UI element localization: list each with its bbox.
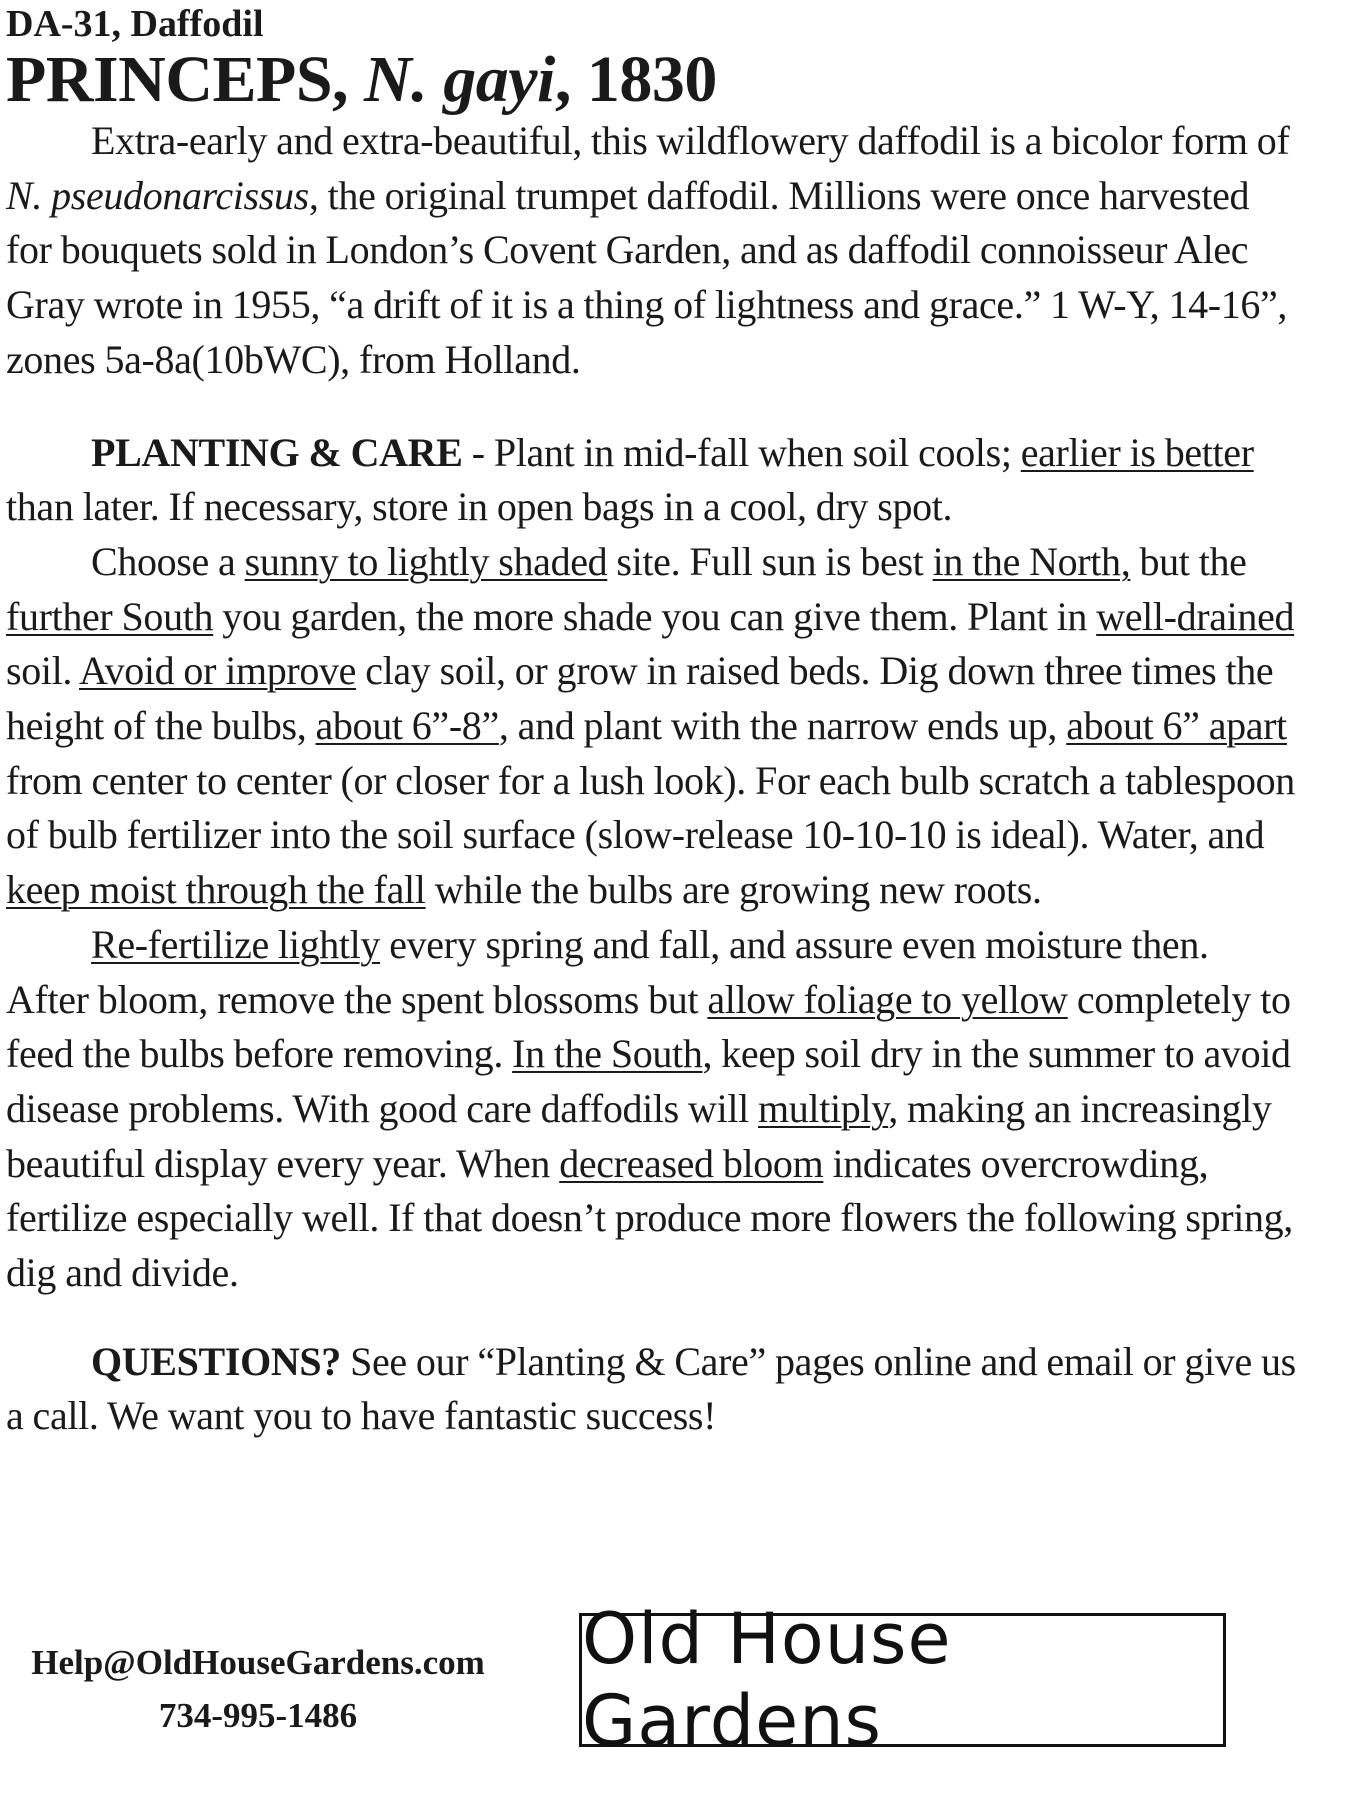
- site-text: clay soil, or grow in raised beds. Dig down three times the height of the bulbs,: [6, 648, 1274, 749]
- care-emphasis: In the South: [512, 1031, 703, 1077]
- company-logo: [579, 1598, 1226, 1762]
- site-text: site. Full sun is best: [607, 538, 933, 584]
- planting-paragraph: [6, 426, 1296, 535]
- site-emphasis: sunny to lightly shaded: [244, 538, 608, 584]
- planting-text: - Plant in mid-fall when soil cools;: [462, 429, 1021, 475]
- care-text: indicates overcrowding, fertilize especially well. If that doesn’t produce more flowers the following spring, dig and divide.: [6, 1140, 1293, 1296]
- care-emphasis: decreased bloom: [559, 1140, 824, 1186]
- site-emphasis: keep moist through the fall: [6, 867, 426, 913]
- care-emphasis: multiply: [758, 1085, 889, 1131]
- planting-text-2: than later. If necessary, store in open bags in a cool, dry spot.: [6, 484, 953, 530]
- contact-email[interactable]: Help@OldHouseGardens.com: [31, 1643, 485, 1682]
- site-text: Choose a: [91, 538, 245, 584]
- site-text: but the: [1130, 538, 1247, 584]
- species-name: N. gayi: [364, 43, 555, 116]
- care-paragraph: [6, 918, 1296, 1301]
- intro-paragraph: [6, 114, 1296, 388]
- site-emphasis: further South: [6, 593, 214, 639]
- site-emphasis: in the North,: [932, 538, 1131, 584]
- care-emphasis: allow foliage to yellow: [707, 976, 1068, 1022]
- introduction-year: , 1830: [554, 43, 717, 116]
- planting-heading: PLANTING & CARE: [91, 429, 463, 475]
- planting-emphasis: earlier is better: [1020, 429, 1254, 475]
- site-text: while the bulbs are growing new roots.: [425, 867, 1042, 913]
- site-emphasis: about 6”-8”: [315, 703, 499, 749]
- site-text: from center to center (or closer for a lush look). For each bulb scratch a tablespoon of bulb fertilizer into the soil surface (slow-release 10-10-10 is ideal). Water, and: [6, 757, 1295, 858]
- intro-text-2: , the original trumpet daffodil. Millions were once harvested for bouquets sold in London’s Covent Garden, and as daffodil connoisseur Alec Gray wrote in 1955, “a drift of it is a thing of lightness and grace.” 1 W-Y, 14-16”, zones 5a-8a(10bWC), from Holland.: [6, 172, 1288, 382]
- care-emphasis: Re-fertilize lightly: [91, 921, 381, 967]
- intro-text: Extra-early and extra-beautiful, this wildflowery daffodil is a bicolor form of: [91, 118, 1290, 163]
- logo-text: Old House Gardens: [582, 1598, 952, 1762]
- care-text: completely to feed the bulbs before removing.: [6, 976, 1291, 1077]
- site-emphasis: about 6” apart: [1066, 703, 1287, 749]
- care-text: , keep soil dry in the summer to avoid disease problems. With good care daffodils will: [6, 1031, 1291, 1131]
- site-emphasis: Avoid or improve: [79, 648, 357, 694]
- contact-phone[interactable]: 734-995-1486: [158, 1696, 358, 1735]
- document-page: [6, 0, 1296, 1444]
- site-text: you garden, the more shade you can give them. Plant in: [213, 593, 1097, 639]
- questions-paragraph: [6, 1335, 1296, 1444]
- questions-heading: QUESTIONS?: [91, 1338, 341, 1384]
- site-text: soil.: [6, 648, 79, 694]
- product-code: DA-31, Daffodil: [6, 3, 264, 45]
- questions-text: See our “Planting & Care” pages online and email or give us a call. We want you to have fantastic success!: [6, 1338, 1296, 1439]
- variety-name: PRINCEPS,: [6, 43, 365, 116]
- site-text: , and plant with the narrow ends up,: [498, 703, 1067, 749]
- intro-species: N. pseudonarcissus: [6, 172, 309, 218]
- contact-block: [10, 1636, 506, 1742]
- site-paragraph: [6, 535, 1296, 918]
- care-text: , making an increasingly beautiful display every year. When: [6, 1085, 1272, 1186]
- site-emphasis: well-drained: [1096, 593, 1295, 639]
- care-text: every spring and fall, and assure even moisture then. After bloom, remove the spent blossoms but: [6, 921, 1209, 1022]
- page-title: [6, 43, 1296, 116]
